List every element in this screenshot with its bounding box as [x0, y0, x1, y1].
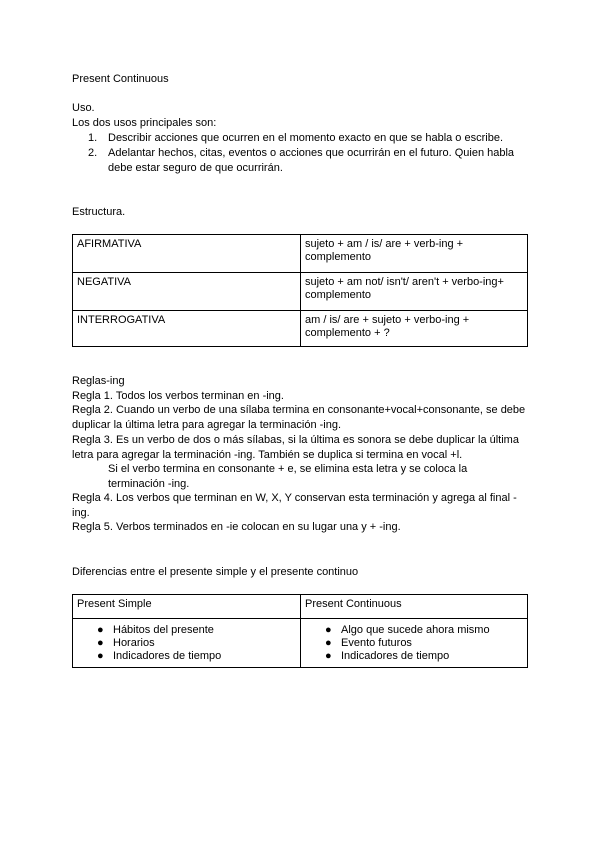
- table-row: [73, 235, 528, 273]
- regla-2: Regla 2. Cuando un verbo de una sílaba termina en consonante+vocal+consonante, se debe duplicar la última letra para agregar la terminación -ing.: [72, 404, 526, 431]
- table-header-row: [73, 595, 528, 619]
- bullet-icon: ●: [325, 650, 332, 662]
- present-continuous-cell: [301, 619, 528, 668]
- present-simple-list: [77, 624, 296, 663]
- regla-3: Regla 3. Es un verbo de dos o más sílabas, si la última es sonora se debe duplicar la última letra para agregar la terminación -ing. También se duplica si termina en vocal +l.: [72, 434, 519, 461]
- regla-3-sub: Si el verbo termina en consonante + e, se elimina esta letra y se coloca la terminación -ing.: [108, 463, 468, 490]
- document-title: Present Continuous: [72, 73, 169, 85]
- uso-heading: Uso.: [72, 102, 95, 114]
- uso-item-2-number: 2.: [88, 147, 98, 159]
- estructura-table: [72, 234, 528, 347]
- estructura-heading: Estructura.: [72, 206, 126, 218]
- table-row: [73, 273, 528, 311]
- uso-item-1-text: Describir acciones que ocurren en el momento exacto en que se habla o escribe.: [108, 132, 504, 144]
- regla-5: Regla 5. Verbos terminados en -ie colocan en su lugar una y + -ing.: [72, 521, 401, 533]
- estructura-tipo-cell: NEGATIVA: [73, 273, 301, 311]
- bullet-icon: ●: [97, 637, 104, 649]
- present-continuous-header: Present Continuous: [301, 595, 528, 619]
- diferencias-table: [72, 594, 528, 668]
- bullet-icon: ●: [325, 637, 332, 649]
- list-item: ● Horarios: [97, 637, 155, 649]
- list-item: ● Hábitos del presente: [97, 624, 214, 636]
- present-simple-cell: [73, 619, 301, 668]
- uso-item-2: [88, 146, 528, 175]
- uso-item-2-text: Adelantar hechos, citas, eventos o acciones que ocurrirán en el futuro. Quien habla debe estar seguro de que ocurrirán.: [108, 147, 515, 174]
- uso-item-1: [88, 131, 528, 146]
- estructura-formula-cell: sujeto + am / is/ are + verb-ing + complemento: [301, 235, 528, 273]
- present-simple-header: Present Simple: [73, 595, 301, 619]
- uso-item-1-number: 1.: [88, 132, 98, 144]
- diferencias-heading: Diferencias entre el presente simple y el presente continuo: [72, 566, 359, 578]
- reglas-heading: Reglas-ing: [72, 375, 125, 387]
- list-item: ● Indicadores de tiempo: [97, 650, 222, 662]
- bullet-icon: ●: [325, 624, 332, 636]
- regla-1: Regla 1. Todos los verbos terminan en -ing.: [72, 390, 284, 402]
- list-item: ● Indicadores de tiempo: [325, 650, 450, 662]
- uso-intro: Los dos usos principales son:: [72, 117, 217, 129]
- table-row: [73, 311, 528, 347]
- bullet-icon: ●: [97, 624, 104, 636]
- regla-4: Regla 4. Los verbos que terminan en W, X, Y conservan esta terminación y agrega al final -ing.: [72, 492, 517, 519]
- estructura-formula-cell: am / is/ are + sujeto + verbo-ing + complemento + ?: [301, 311, 528, 347]
- present-continuous-list: [305, 624, 523, 663]
- estructura-formula-cell: sujeto + am not/ isn't/ aren't + verbo-ing+ complemento: [301, 273, 528, 311]
- bullet-icon: ●: [97, 650, 104, 662]
- estructura-tipo-cell: AFIRMATIVA: [73, 235, 301, 273]
- list-item: ● Evento futuros: [325, 637, 412, 649]
- list-item: ● Algo que sucede ahora mismo: [325, 624, 490, 636]
- table-row: [73, 619, 528, 668]
- estructura-tipo-cell: INTERROGATIVA: [73, 311, 301, 347]
